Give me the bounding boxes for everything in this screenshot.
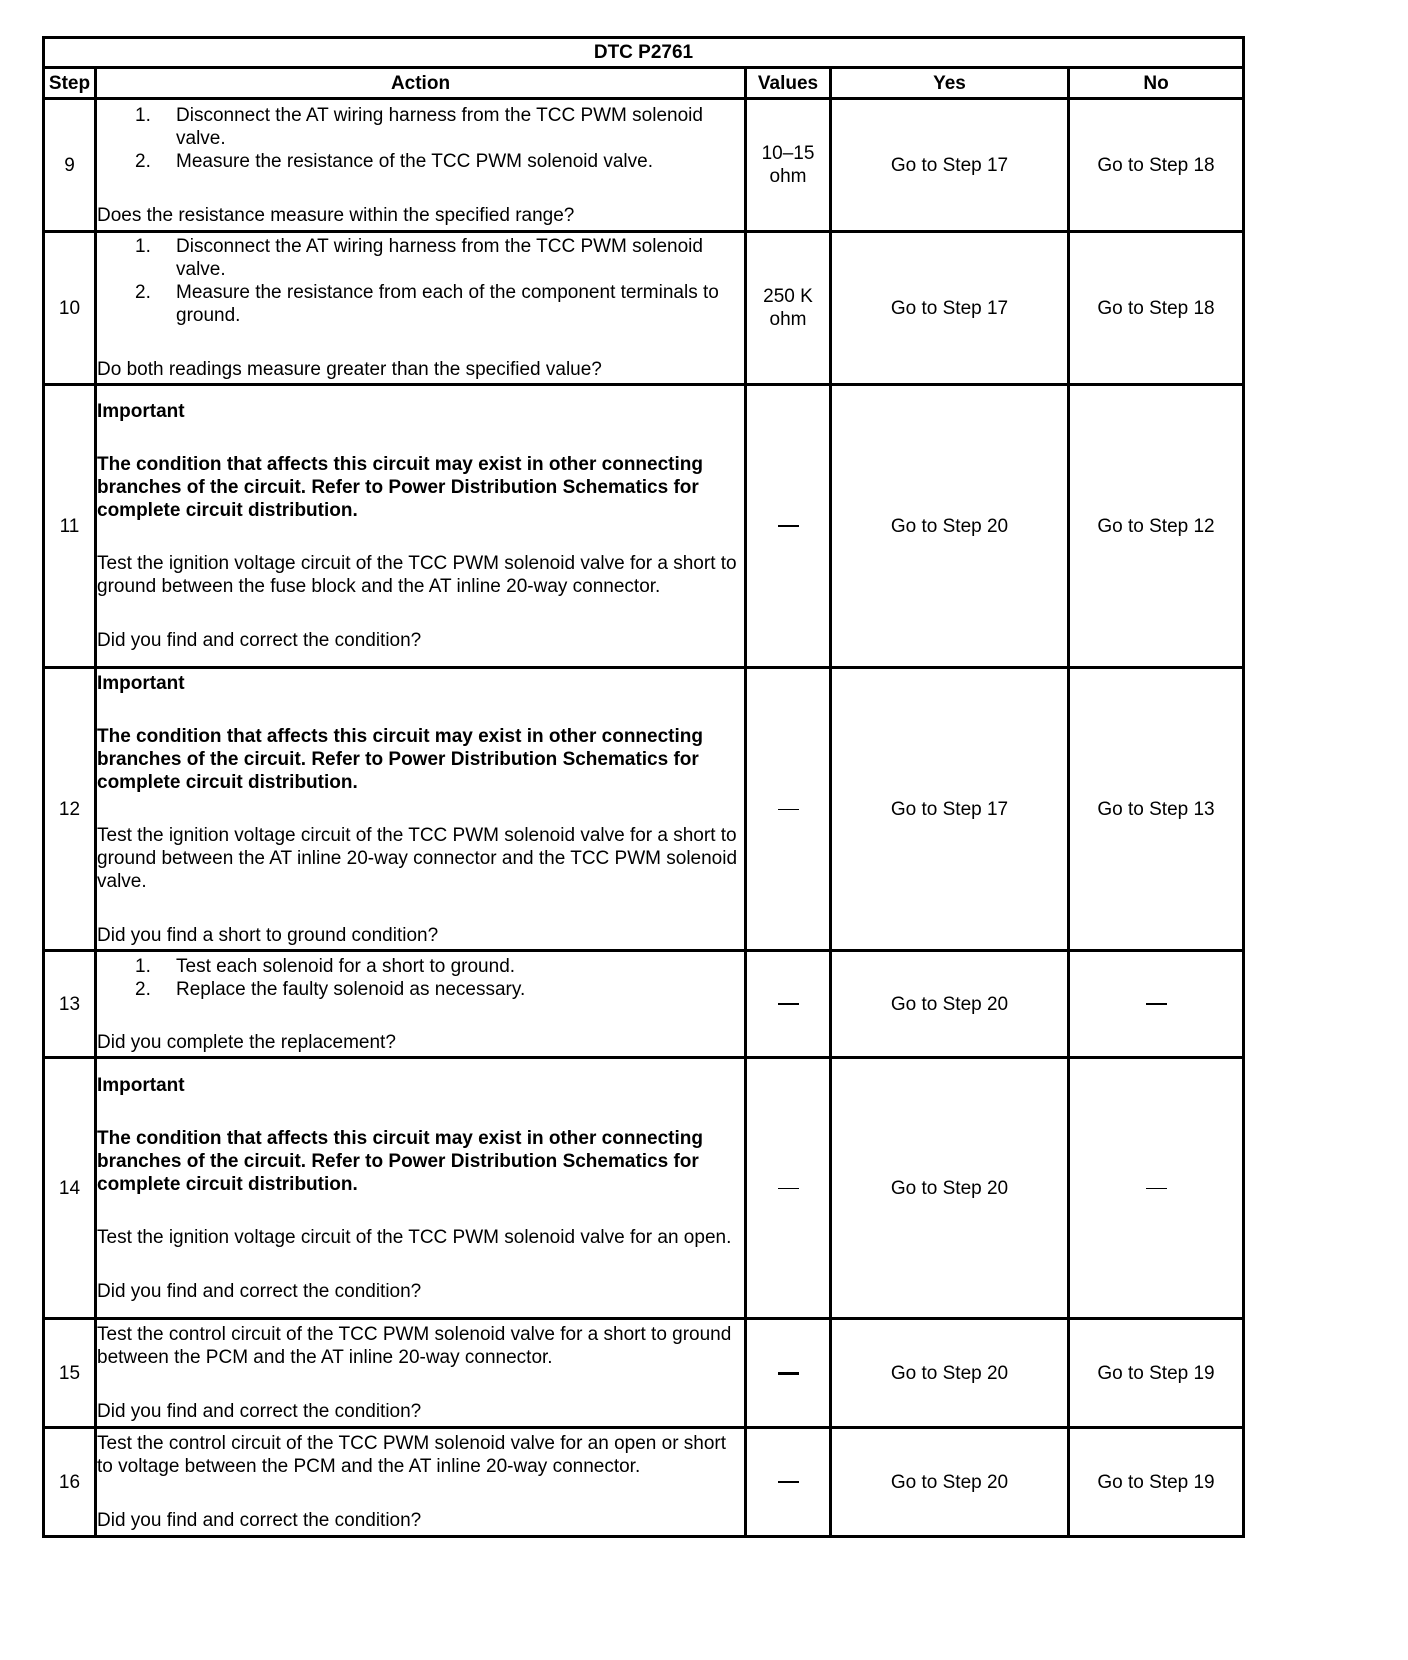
header-action: Action bbox=[96, 68, 746, 99]
values-cell bbox=[746, 1058, 831, 1319]
header-no: No bbox=[1069, 68, 1244, 99]
dash-icon bbox=[778, 1188, 799, 1189]
values-cell bbox=[746, 1319, 831, 1428]
question-text: Does the resistance measure within the specified range? bbox=[97, 204, 575, 226]
action-cell bbox=[96, 1428, 746, 1537]
action-cell bbox=[96, 951, 746, 1058]
action-text: Test the ignition voltage circuit of the TCC PWM solenoid valve for a short to ground between the AT inline 20-way connector and the TCC PWM solenoid valve. bbox=[97, 824, 738, 892]
question-text: Did you find and correct the condition? bbox=[97, 630, 422, 651]
no-result: Go to Step 18 bbox=[1069, 99, 1244, 232]
action-cell bbox=[96, 668, 746, 951]
dash-icon bbox=[1146, 1188, 1167, 1189]
no-result: Go to Step 18 bbox=[1069, 232, 1244, 385]
dash-icon bbox=[778, 1003, 799, 1005]
action-text: Test the control circuit of the TCC PWM solenoid valve for a short to ground between the PCM and the AT inline 20-way connector. bbox=[97, 1324, 732, 1368]
important-label: Important bbox=[97, 401, 185, 422]
action-cell bbox=[96, 232, 746, 385]
step-number: 10 bbox=[44, 232, 96, 385]
table-title: DTC P2761 bbox=[44, 38, 1244, 68]
action-cell bbox=[96, 1319, 746, 1428]
yes-result: Go to Step 20 bbox=[831, 385, 1069, 668]
step-number: 13 bbox=[44, 951, 96, 1058]
action-text: Test the ignition voltage circuit of the TCC PWM solenoid valve for a short to ground between the fuse block and the AT inline 20-way connector. bbox=[97, 553, 737, 597]
header-step: Step bbox=[44, 68, 96, 99]
dash-icon bbox=[778, 809, 799, 810]
values-cell bbox=[746, 668, 831, 951]
list-item: 2. Measure the resistance of the TCC PWM solenoid valve. bbox=[135, 150, 653, 172]
no-result bbox=[1069, 1058, 1244, 1319]
list-item: 1. Test each solenoid for a short to ground. bbox=[135, 955, 516, 977]
yes-result: Go to Step 20 bbox=[831, 1428, 1069, 1537]
list-item: 1. Disconnect the AT wiring harness from the TCC PWM solenoid valve. bbox=[135, 236, 703, 280]
values-cell: 250 K ohm bbox=[746, 232, 831, 385]
no-result: Go to Step 19 bbox=[1069, 1428, 1244, 1537]
table-row-step-15 bbox=[44, 1319, 1244, 1428]
list-item: 2. Replace the faulty solenoid as necessary. bbox=[135, 978, 526, 1000]
table-row-step-13 bbox=[44, 951, 1244, 1058]
yes-result: Go to Step 17 bbox=[831, 668, 1069, 951]
values-cell bbox=[746, 1428, 831, 1537]
header-yes: Yes bbox=[831, 68, 1069, 99]
action-text: Test the ignition voltage circuit of the TCC PWM solenoid valve for an open. bbox=[97, 1226, 732, 1248]
question-text: Did you complete the replacement? bbox=[97, 1031, 396, 1053]
action-list bbox=[97, 104, 744, 173]
yes-result: Go to Step 17 bbox=[831, 232, 1069, 385]
no-result: Go to Step 13 bbox=[1069, 668, 1244, 951]
important-label: Important bbox=[97, 672, 185, 694]
values-cell bbox=[746, 385, 831, 668]
yes-result: Go to Step 20 bbox=[831, 951, 1069, 1058]
action-text: Test the control circuit of the TCC PWM solenoid valve for an open or short to voltage between the PCM and the AT inline 20-way connector. bbox=[97, 1433, 727, 1477]
list-item: 1. Disconnect the AT wiring harness from the TCC PWM solenoid valve. bbox=[135, 104, 703, 149]
step-number: 16 bbox=[44, 1428, 96, 1537]
no-result bbox=[1069, 951, 1244, 1058]
no-result: Go to Step 12 bbox=[1069, 385, 1244, 668]
table-row-step-9 bbox=[44, 99, 1244, 232]
yes-result: Go to Step 20 bbox=[831, 1058, 1069, 1319]
important-note: The condition that affects this circuit may exist in other connecting branches of the circuit. Refer to Power Distribution Schematics for complete circuit distribution. bbox=[97, 725, 703, 793]
list-item: 2. Measure the resistance from each of the component terminals to ground. bbox=[135, 282, 719, 326]
action-list bbox=[97, 955, 744, 1001]
step-number: 11 bbox=[44, 385, 96, 668]
table-row-step-11 bbox=[44, 385, 1244, 668]
table-row-step-14 bbox=[44, 1058, 1244, 1319]
table-row-step-10 bbox=[44, 232, 1244, 385]
step-number: 12 bbox=[44, 668, 96, 951]
table-row-step-16 bbox=[44, 1428, 1244, 1537]
action-cell bbox=[96, 385, 746, 668]
yes-result: Go to Step 20 bbox=[831, 1319, 1069, 1428]
values-cell bbox=[746, 951, 831, 1058]
no-result: Go to Step 19 bbox=[1069, 1319, 1244, 1428]
diagnostic-table bbox=[42, 36, 1245, 1538]
dash-icon bbox=[778, 525, 799, 527]
action-cell bbox=[96, 99, 746, 232]
dash-icon bbox=[778, 1372, 799, 1375]
important-note: The condition that affects this circuit may exist in other connecting branches of the circuit. Refer to Power Distribution Schematics for complete circuit distribution. bbox=[97, 1127, 703, 1195]
yes-result: Go to Step 17 bbox=[831, 99, 1069, 232]
action-cell bbox=[96, 1058, 746, 1319]
step-number: 14 bbox=[44, 1058, 96, 1319]
question-text: Did you find and correct the condition? bbox=[97, 1280, 422, 1302]
important-note: The condition that affects this circuit may exist in other connecting branches of the circuit. Refer to Power Distribution Schematics for complete circuit distribution. bbox=[97, 454, 703, 521]
values-cell: 10–15 ohm bbox=[746, 99, 831, 232]
question-text: Did you find and correct the condition? bbox=[97, 1401, 422, 1422]
action-list bbox=[97, 235, 744, 327]
important-label: Important bbox=[97, 1074, 185, 1096]
table-row-step-12 bbox=[44, 668, 1244, 951]
step-number: 15 bbox=[44, 1319, 96, 1428]
question-text: Do both readings measure greater than the specified value? bbox=[97, 359, 602, 380]
header-values: Values bbox=[746, 68, 831, 99]
step-number: 9 bbox=[44, 99, 96, 232]
dash-icon bbox=[1146, 1003, 1167, 1005]
question-text: Did you find and correct the condition? bbox=[97, 1510, 422, 1531]
dash-icon bbox=[778, 1481, 799, 1483]
question-text: Did you find a short to ground condition? bbox=[97, 924, 439, 946]
